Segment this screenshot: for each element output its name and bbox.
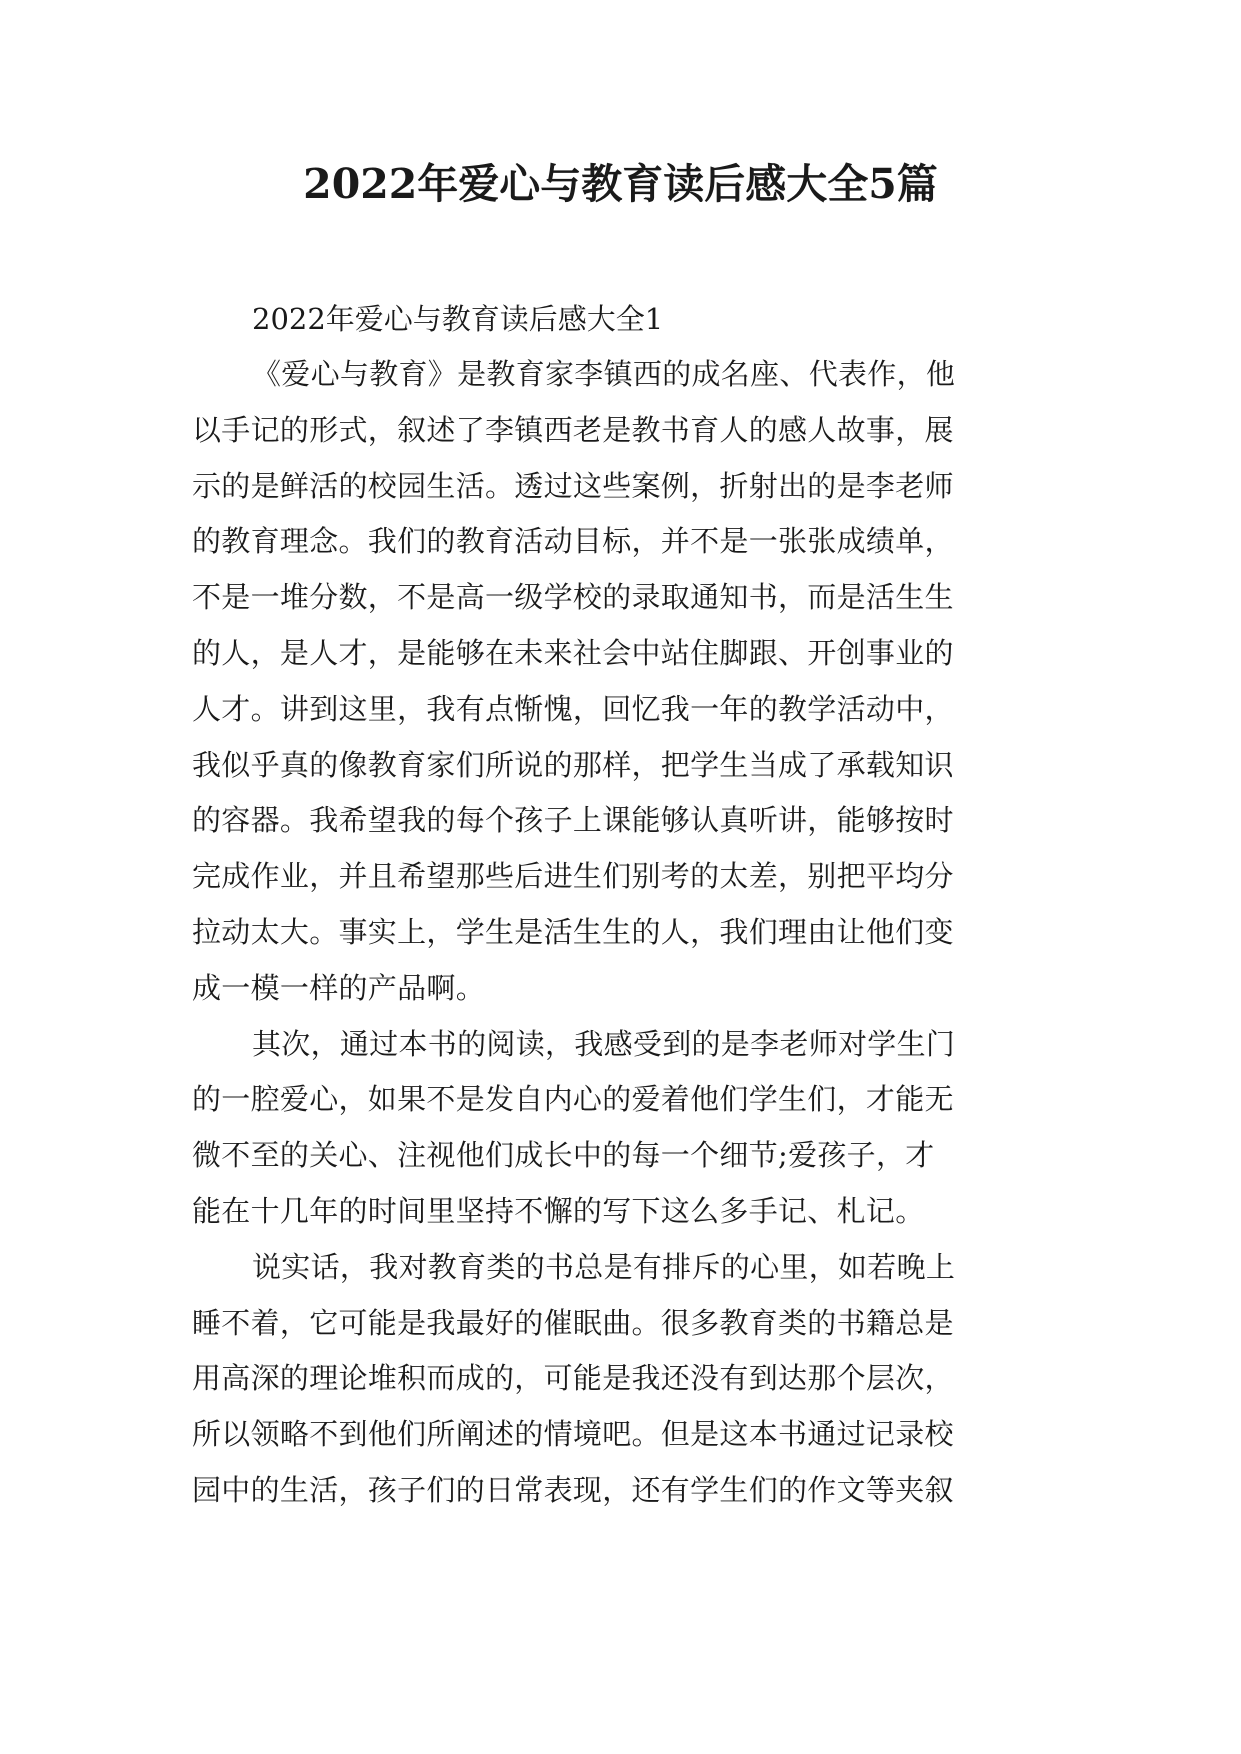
paragraph-line: 说实话，我对教育类的书总是有排斥的心里，如若晚上	[252, 1249, 956, 1284]
document-title: 2022年爱心与教育读后感大全5篇	[303, 160, 938, 208]
paragraph-line: 成一模一样的产品啊。	[192, 970, 486, 1005]
body-paragraph	[192, 347, 1052, 1017]
paragraph-line: 的人，是人才，是能够在未来社会中站住脚跟、开创事业的	[192, 635, 954, 670]
paragraph-line: 其次，通过本书的阅读，我感受到的是李老师对学生门	[252, 1026, 956, 1061]
paragraph-line: 《爱心与教育》是教育家李镇西的成名座、代表作，他	[252, 357, 956, 391]
paragraph-line: 完成作业，并且希望那些后进生们别考的太差，别把平均分	[192, 859, 954, 894]
paragraph-line: 园中的生活，孩子们的日常表现，还有学生们的作文等夹叙	[192, 1472, 954, 1507]
paragraph-line: 不是一堆分数，不是高一级学校的录取通知书，而是活生生	[192, 580, 954, 615]
paragraph-line: 示的是鲜活的校园生活。透过这些案例，折射出的是李老师	[192, 468, 954, 503]
section-heading: 2022年爱心与教育读后感大全1	[252, 302, 664, 336]
paragraph-line: 用高深的理论堆积而成的，可能是我还没有到达那个层次，	[192, 1361, 954, 1396]
document-body	[192, 292, 1052, 1519]
paragraph-line: 以手记的形式，叙述了李镇西老是教书育人的感人故事，展	[192, 412, 954, 447]
paragraph-line: 微不至的关心、注视他们成长中的每一个细节;爱孩子，才	[192, 1138, 935, 1173]
paragraph-line: 我似乎真的像教育家们所说的那样，把学生当成了承载知识	[192, 747, 954, 782]
paragraph-line: 睡不着，它可能是我最好的催眠曲。很多教育类的书籍总是	[192, 1305, 954, 1340]
paragraph-line: 人才。讲到这里，我有点惭愧，回忆我一年的教学活动中，	[192, 691, 954, 726]
paragraph-line: 的容器。我希望我的每个孩子上课能够认真听讲，能够按时	[192, 803, 954, 838]
paragraph-line: 的一腔爱心，如果不是发自内心的爱着他们学生们，才能无	[192, 1082, 954, 1117]
body-paragraph	[192, 1240, 1052, 1519]
paragraph-line: 所以领略不到他们所阐述的情境吧。但是这本书通过记录校	[192, 1417, 954, 1452]
paragraph-line: 的教育理念。我们的教育活动目标，并不是一张张成绩单，	[192, 524, 954, 559]
paragraph-list	[192, 347, 1052, 1519]
paragraph-line: 拉动太大。事实上，学生是活生生的人，我们理由让他们变	[192, 914, 954, 949]
body-paragraph	[192, 1017, 1052, 1240]
paragraph-line: 能在十几年的时间里坚持不懈的写下这么多手记、札记。	[192, 1193, 925, 1228]
